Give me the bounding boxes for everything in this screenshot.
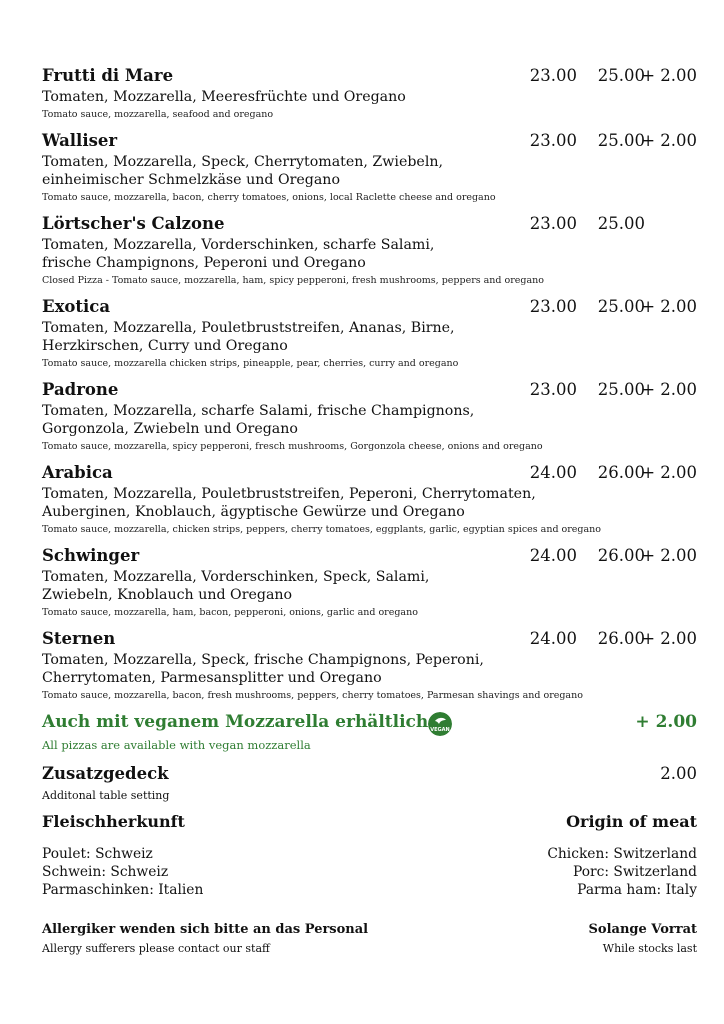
menu-item-description: Tomaten, Mozzarella, Pouletbruststreifen, Ananas, Birne, <box>42 319 455 336</box>
menu-item <box>42 295 697 370</box>
meat-line-en: Parma ham: Italy <box>577 881 697 898</box>
menu-item-name: Walliser <box>42 130 118 150</box>
menu-item-description-english: Closed Pizza - Tomato sauce, mozzarella, ham, spicy pepperoni, fresh mushrooms, peppers and oregano <box>42 274 544 286</box>
vegan-badge-icon <box>428 712 452 736</box>
menu-item-header <box>42 378 697 402</box>
menu-item <box>42 64 697 121</box>
menu-item-header <box>42 544 697 568</box>
price-extra: + 2.00 <box>641 462 697 482</box>
menu-item-description: Tomaten, Mozzarella, Speck, Cherrytomaten, Zwiebeln, <box>42 153 444 170</box>
price-large: 25.00 <box>597 213 645 233</box>
price-large: 26.00 <box>597 545 645 565</box>
price-large: 26.00 <box>597 462 645 482</box>
menu-item-description: Gorgonzola, Zwiebeln und Oregano <box>42 421 298 437</box>
stock-note: Solange Vorrat <box>588 921 697 937</box>
price-small: 24.00 <box>529 462 577 482</box>
menu-item-description: Zwiebeln, Knoblauch und Oregano <box>42 587 293 603</box>
meat-origin-title-de: Fleischherkunft <box>42 811 185 831</box>
menu-item-description: Cherrytomaten, Parmesansplitter und Oregano <box>42 670 382 686</box>
price-small: 23.00 <box>529 130 577 150</box>
meat-origin-list-de <box>42 845 203 899</box>
price-extra: + 2.00 <box>641 296 697 316</box>
menu-item-description: Tomaten, Mozzarella, Vorderschinken, scharfe Salami, <box>42 236 435 253</box>
meat-line-en: Porc: Switzerland <box>573 863 697 880</box>
price-large: 25.00 <box>597 130 645 150</box>
vegan-option <box>42 710 697 752</box>
meat-origin <box>42 812 697 922</box>
extra-setting <box>42 764 697 812</box>
menu-page <box>42 64 697 966</box>
menu-item-name: Arabica <box>42 462 113 482</box>
price-small: 23.00 <box>529 379 577 399</box>
allergy-note: Allergiker wenden sich bitte an das Personal <box>42 921 369 937</box>
meat-line-de: Poulet: Schweiz <box>42 845 153 862</box>
menu-item-header <box>42 129 697 153</box>
meat-origin-title-en: Origin of meat <box>566 811 697 831</box>
allergy-note-english: Allergy sufferers please contact our staff <box>42 941 270 955</box>
price-small: 23.00 <box>529 66 577 85</box>
menu-item-description: frische Champignons, Peperoni und Oregano <box>42 255 366 271</box>
price-extra: + 2.00 <box>641 130 697 150</box>
menu-item-description-english: Tomato sauce, mozzarella, bacon, fresh mushrooms, peppers, cherry tomatoes, Parmesan shavings and oregano <box>42 689 583 701</box>
menu-item <box>42 627 697 702</box>
menu-item-name: Frutti di Mare <box>42 66 174 85</box>
menu-item-name: Sternen <box>42 628 116 648</box>
footer-notes <box>42 922 697 966</box>
extra-title: Zusatzgedeck <box>42 763 169 783</box>
menu-item-description-english: Tomato sauce, mozzarella, ham, bacon, pepperoni, onions, garlic and oregano <box>42 606 418 618</box>
price-extra: + 2.00 <box>641 628 697 648</box>
price-large: 25.00 <box>597 296 645 316</box>
meat-line-de: Schwein: Schweiz <box>42 863 169 880</box>
menu-item-description: Auberginen, Knoblauch, ägyptische Gewürze und Oregano <box>42 504 465 520</box>
price-small: 24.00 <box>529 545 577 565</box>
menu-item-header <box>42 461 697 485</box>
price-large: 25.00 <box>597 379 645 399</box>
menu-item-description-english: Tomato sauce, mozzarella, bacon, cherry tomatoes, onions, local Raclette cheese and oregano <box>42 191 496 203</box>
price-extra: + 2.00 <box>641 545 697 565</box>
menu-item-description: Tomaten, Mozzarella, Speck, frische Champignons, Peperoni, <box>42 651 484 668</box>
meat-origin-list-en <box>547 845 697 899</box>
menu-item <box>42 212 697 287</box>
menu-item-description: Tomaten, Mozzarella, Meeresfrüchte und Oregano <box>42 89 406 105</box>
menu-item-name: Lörtscher's Calzone <box>42 213 225 233</box>
menu-item <box>42 129 697 204</box>
menu-item-name: Exotica <box>42 296 111 316</box>
meat-line-en: Chicken: Switzerland <box>547 845 697 862</box>
menu-item-description: Tomaten, Mozzarella, Vorderschinken, Speck, Salami, <box>42 568 430 585</box>
menu-item <box>42 544 697 619</box>
menu-item-name: Padrone <box>42 379 119 399</box>
menu-item-description: Herzkirschen, Curry und Oregano <box>42 338 288 354</box>
vegan-title: Auch mit veganem Mozzarella erhältlich <box>42 711 429 732</box>
pizza-list <box>42 64 697 702</box>
price-large: 25.00 <box>597 66 645 85</box>
menu-item <box>42 378 697 453</box>
menu-item-description-english: Tomato sauce, mozzarella, spicy pepperoni, fresch mushrooms, Gorgonzola cheese, onions and oregano <box>42 440 543 452</box>
extra-price: 2.00 <box>660 763 697 783</box>
menu-item-header <box>42 295 697 319</box>
meat-line-de: Parmaschinken: Italien <box>42 881 204 898</box>
price-small: 23.00 <box>529 296 577 316</box>
vegan-english: All pizzas are available with vegan mozzarella <box>42 737 311 752</box>
menu-item-name: Schwinger <box>42 545 140 565</box>
menu-item-description-english: Tomato sauce, mozzarella, chicken strips, peppers, cherry tomatoes, eggplants, garlic, egyptian spices and oregano <box>42 523 602 535</box>
menu-item-description-english: Tomato sauce, mozzarella chicken strips, pineapple, pear, cherries, curry and oregano <box>42 357 459 369</box>
price-small: 24.00 <box>529 628 577 648</box>
price-extra: + 2.00 <box>641 66 697 85</box>
menu-item-header <box>42 627 697 651</box>
extra-english: Additonal table setting <box>42 788 170 802</box>
menu-item-description: Tomaten, Mozzarella, Pouletbruststreifen, Peperoni, Cherrytomaten, <box>42 485 536 502</box>
menu-item-description: Tomaten, Mozzarella, scharfe Salami, frische Champignons, <box>42 402 475 419</box>
menu-item <box>42 461 697 536</box>
vegan-badge-text: VEGAN <box>430 726 450 733</box>
price-extra: + 2.00 <box>641 379 697 399</box>
price-small: 23.00 <box>529 213 577 233</box>
vegan-price: + 2.00 <box>635 711 697 732</box>
price-large: 26.00 <box>597 628 645 648</box>
menu-item-description: einheimischer Schmelzkäse und Oregano <box>42 172 340 188</box>
menu-item-header <box>42 212 697 236</box>
menu-item-description-english: Tomato sauce, mozzarella, seafood and oregano <box>42 108 274 120</box>
stock-note-english: While stocks last <box>602 941 697 955</box>
menu-item-header <box>42 64 697 88</box>
